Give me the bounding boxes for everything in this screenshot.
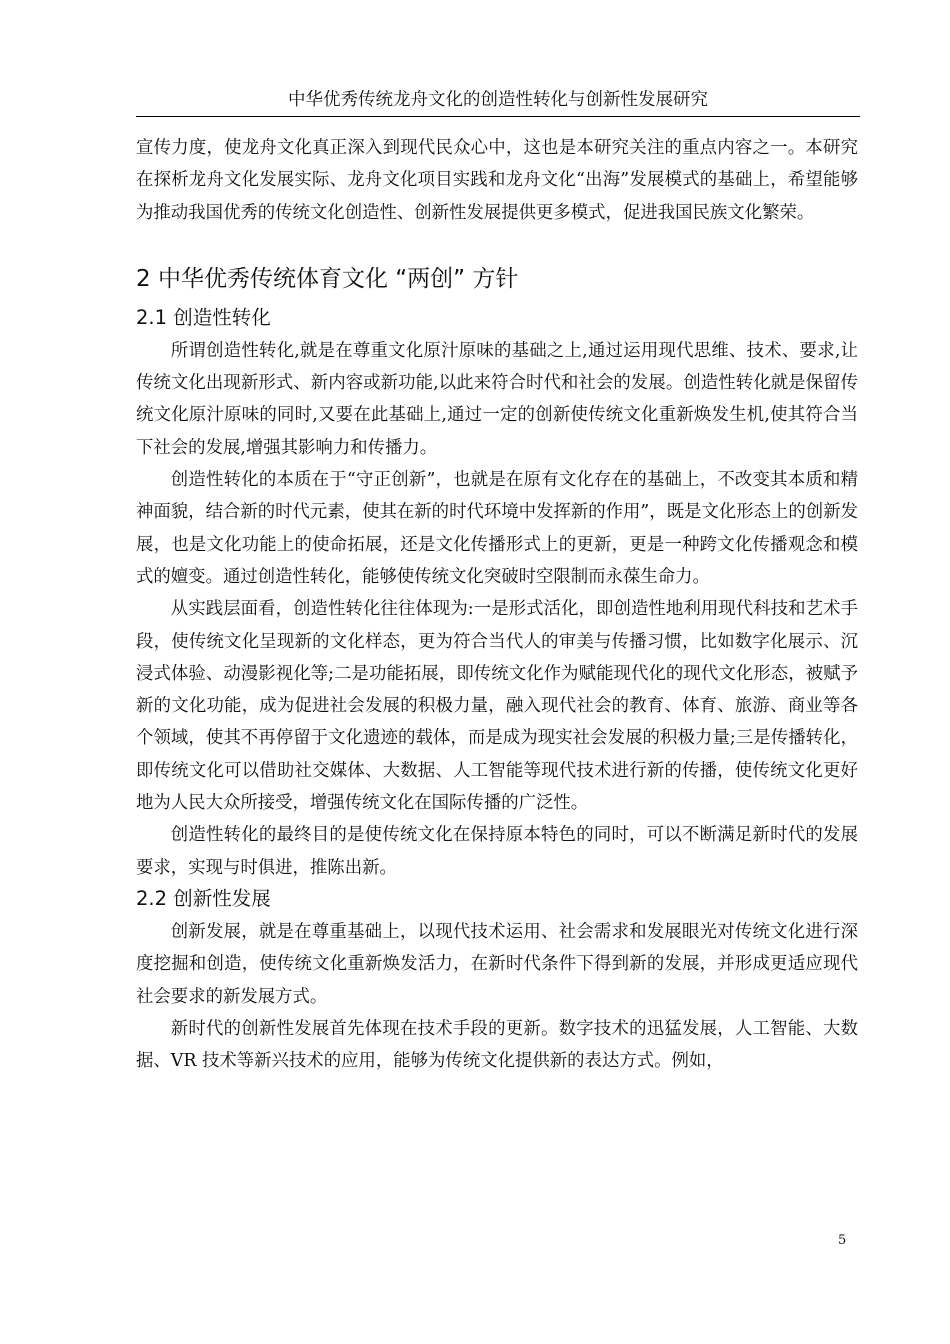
paragraph: 新时代的创新性发展首先体现在技术手段的更新。数字技术的迅猛发展，人工智能、大数据、VR 技术等新兴技术的应用，能够为传统文化提供新的表达方式。例如， <box>136 1018 858 1072</box>
page-body <box>136 132 858 1077</box>
subsection-heading-2-2: 2.2 创新性发展 <box>136 886 271 910</box>
paragraph: 所谓创造性转化,就是在尊重文化原汁原味的基础之上,通过运用现代思维、技术、要求,让传统文化出现新形式、新内容或新功能,以此来符合时代和社会的发展。创造性转化就是保留传统文化原汁原味的同时,又要在此基础上,通过一定的创新使传统文化重新焕发生机,使其符合当下社会的发展,增强其影响力和传播力。 <box>136 340 858 458</box>
section-heading-2: 2 中华优秀传统体育文化 “两创” 方针 <box>136 265 519 292</box>
paragraph: 创造性转化的最终目的是使传统文化在保持原本特色的同时，可以不断满足新时代的发展要求，实现与时俱进，推陈出新。 <box>136 825 858 878</box>
intro-paragraph: 宣传力度，使龙舟文化真正深入到现代民众心中，这也是本研究关注的重点内容之一。本研究在探析龙舟文化发展实际、龙舟文化项目实践和龙舟文化“出海”发展模式的基础上，希望能够为推动我国优秀的传统文化创造性、创新性发展提供更多模式，促进我国民族文化繁荣。 <box>136 138 858 223</box>
paragraph: 创造性转化的本质在于“守正创新”，也就是在原有文化存在的基础上，不改变其本质和精神面貌，结合新的时代元素，使其在新的时代环境中发挥新的作用”，既是文化形态上的创新发展，也是文化功能上的使命拓展，还是文化传播形式上的更新，更是一种跨文化传播观念和模式的嬗变。通过创造性转化，能够使传统文化突破时空限制而永葆生命力。 <box>136 470 858 587</box>
running-header: 中华优秀传统龙舟文化的创造性转化与创新性发展研究 <box>136 86 860 117</box>
paragraph: 创新发展，就是在尊重基础上，以现代技术运用、社会需求和发展眼光对传统文化进行深度挖掘和创造，使传统文化重新焕发活力，在新时代条件下得到新的发展，并形成更适应现代社会要求的新发展方式。 <box>136 921 858 1007</box>
page-number: 5 <box>838 1233 847 1248</box>
paragraph: 从实践层面看，创造性转化往往体现为:一是形式活化，即创造性地利用现代科技和艺术手段，使传统文化呈现新的文化样态，更为符合当代人的审美与传播习惯，比如数字化展示、沉浸式体验、动漫影视化等;二是功能拓展，即传统文化作为赋能现代化的现代文化形态，被赋予新的文化功能，成为促进社会发展的积极力量，融入现代社会的教育、体育、旅游、商业等各个领域，使其不再停留于文化遗迹的载体，而是成为现实社会发展的积极力量;三是传播转化，即传统文化可以借助社交媒体、大数据、人工智能等现代技术进行新的传播，使传统文化更好地为人民大众所接受，增强传统文化在国际传播的广泛性。 <box>136 599 858 814</box>
subsection-heading-2-1: 2.1 创造性转化 <box>136 305 271 329</box>
